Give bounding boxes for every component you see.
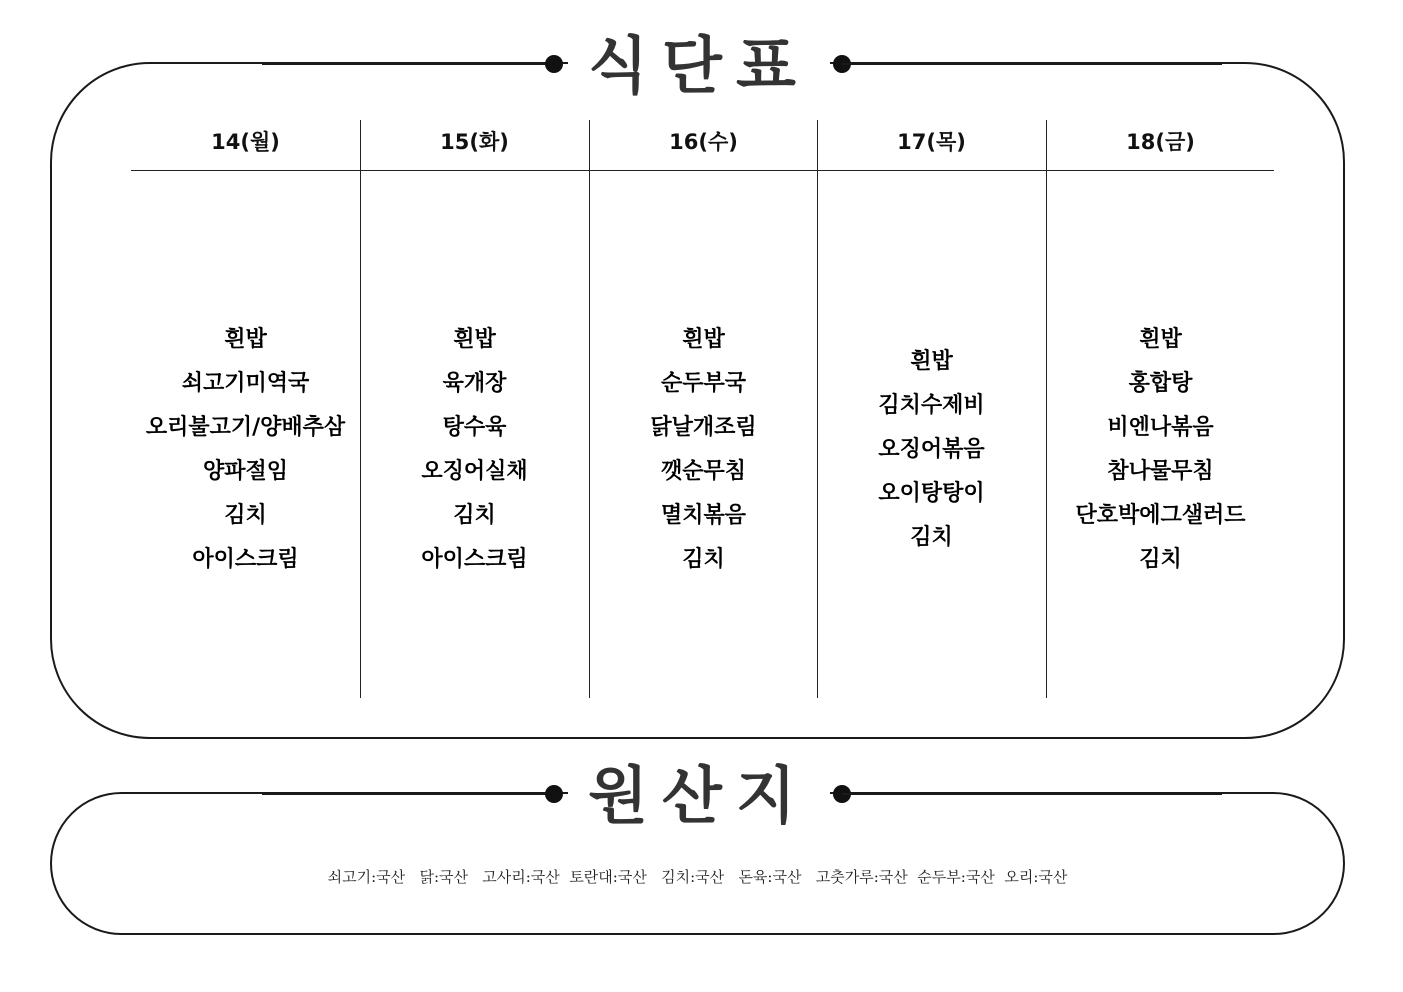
title-divider-left — [262, 793, 552, 795]
dish-item: 깻순무침 — [660, 459, 746, 484]
dish-item: 오리불고기/양배추삼 — [145, 415, 346, 440]
menu-title-band — [0, 24, 1403, 104]
dish-item: 김치 — [453, 503, 496, 528]
dish-item: 김치 — [682, 547, 725, 572]
dish-item: 흰밥 — [1139, 327, 1182, 352]
dish-item: 오징어볶음 — [878, 437, 985, 462]
day-header-mon: 14(월) — [211, 130, 280, 154]
dish-item: 단호박에그샐러드 — [1075, 503, 1246, 528]
menu-list-fri — [1046, 300, 1275, 600]
dish-item: 흰밥 — [910, 349, 953, 374]
dish-item: 김치수제비 — [878, 393, 985, 418]
origin-list: 쇠고기:국산 닭:국산 고사리:국산 토란대:국산 김치:국산 돈육:국산 고춧가루:국산 순두부:국산 오리:국산 — [327, 868, 1068, 886]
menu-list-wed — [589, 300, 818, 600]
header-divider — [131, 170, 1274, 171]
title-divider-right — [842, 63, 1222, 65]
dish-item: 흰밥 — [682, 327, 725, 352]
dish-item: 양파절임 — [202, 459, 288, 484]
dish-item: 멸치볶음 — [660, 503, 746, 528]
dish-item: 오이탕탕이 — [878, 481, 985, 506]
title-divider-right — [842, 793, 1222, 795]
origin-title-band — [0, 754, 1403, 834]
dish-item: 비엔나볶음 — [1107, 415, 1214, 440]
dish-item: 순두부국 — [660, 371, 746, 396]
dish-item: 아이스크림 — [192, 547, 299, 572]
menu-title: 식단표 — [568, 28, 830, 104]
dish-item: 쇠고기미역국 — [181, 371, 310, 396]
dish-item: 김치 — [1139, 547, 1182, 572]
menu-list-thu — [817, 300, 1046, 600]
origin-title: 원산지 — [568, 758, 830, 834]
day-header-tue: 15(화) — [440, 130, 509, 154]
title-dot-left — [545, 785, 563, 803]
day-header-thu: 17(목) — [897, 130, 966, 154]
dish-item: 흰밥 — [224, 327, 267, 352]
day-header-wed: 16(수) — [669, 130, 738, 154]
dish-item: 참나물무침 — [1107, 459, 1214, 484]
dish-item: 김치 — [910, 525, 953, 550]
day-header-fri: 18(금) — [1126, 130, 1195, 154]
title-divider-left — [262, 63, 552, 65]
dish-item: 아이스크림 — [421, 547, 528, 572]
menu-list-mon — [131, 300, 360, 600]
dish-item: 흰밥 — [453, 327, 496, 352]
title-dot-left — [545, 55, 563, 73]
dish-item: 닭날개조림 — [650, 415, 757, 440]
dish-item: 오징어실채 — [421, 459, 528, 484]
dish-item: 육개장 — [442, 371, 507, 396]
dish-item: 김치 — [224, 503, 267, 528]
dish-item: 홍합탕 — [1128, 371, 1193, 396]
menu-list-tue — [360, 300, 589, 600]
dish-item: 탕수육 — [442, 415, 507, 440]
